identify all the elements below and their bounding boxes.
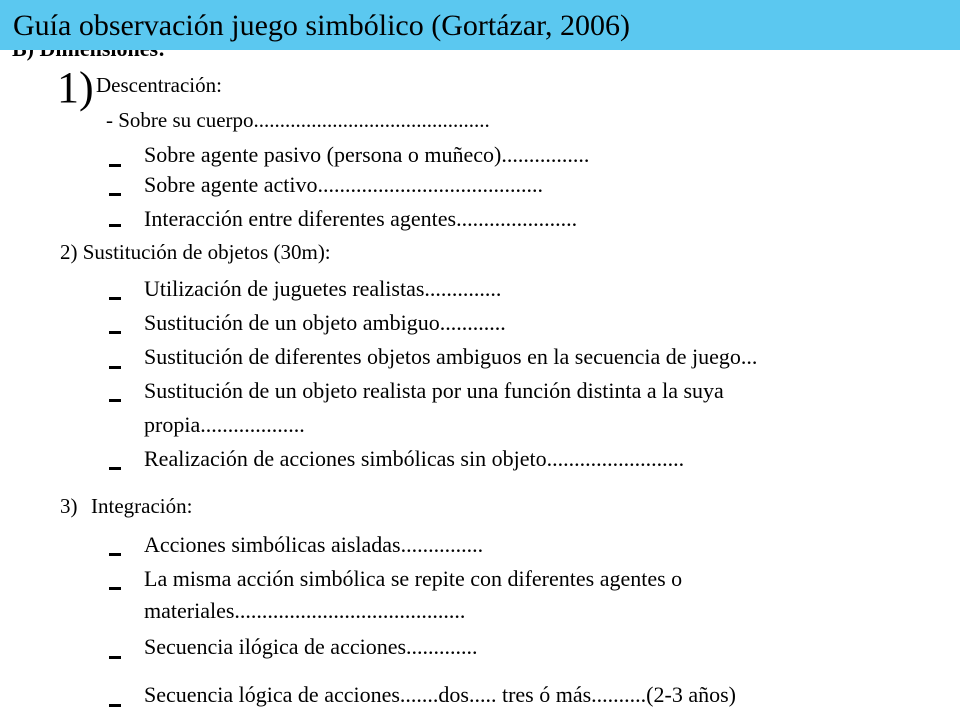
section2-item: Realización de acciones simbólicas sin objeto......................... <box>144 446 685 471</box>
section2-item: Sustitución de diferentes objetos ambiguos en la secuencia de juego... <box>144 344 758 369</box>
section3-item: La misma acción simbólica se repite con diferentes agentes o <box>144 566 683 591</box>
section1-number: 1) <box>57 63 94 112</box>
slide-title: Guía observación juego simbólico (Gortázar, 2006) <box>13 9 630 42</box>
section2-item-continuation: propia................... <box>144 412 305 437</box>
section3-item-continuation: materiales.......................................... <box>144 598 466 623</box>
section3-item: Secuencia ilógica de acciones............. <box>144 634 478 659</box>
bullet-dash-icon <box>109 164 121 167</box>
bullet-dash-icon <box>109 193 121 196</box>
section1-item: Interacción entre diferentes agentes...................... <box>144 206 578 231</box>
bullet-dash-icon <box>109 467 121 470</box>
bullet-dash-icon <box>109 587 121 590</box>
section1-first-item: - Sobre su cuerpo............................................. <box>106 108 490 132</box>
section2-heading: 2) Sustitución de objetos (30m): <box>60 240 331 264</box>
bullet-dash-icon <box>109 331 121 334</box>
bullet-dash-icon <box>109 553 121 556</box>
section2-item: Sustitución de un objeto realista por una función distinta a la suya <box>144 378 724 403</box>
section1-heading: Descentración: <box>96 73 222 97</box>
section2-item: Sustitución de un objeto ambiguo............ <box>144 310 506 335</box>
section1-item: Sobre agente activo......................................... <box>144 172 543 197</box>
section3-number: 3) <box>60 494 78 518</box>
bullet-dash-icon <box>109 224 121 227</box>
bullet-dash-icon <box>109 297 121 300</box>
title-bar <box>0 0 960 50</box>
section3-heading: Integración: <box>91 494 193 518</box>
section2-item: Utilización de juguetes realistas.............. <box>144 276 502 301</box>
bullet-dash-icon <box>109 656 121 659</box>
bullet-dash-icon <box>109 704 121 707</box>
section3-item: Secuencia lógica de acciones.......dos..... tres ó más..........(2-3 años) <box>144 682 736 707</box>
section3-item: Acciones simbólicas aisladas............... <box>144 532 484 557</box>
bullet-dash-icon <box>109 399 121 402</box>
bullet-dash-icon <box>109 366 121 369</box>
section1-item: Sobre agente pasivo (persona o muñeco)................ <box>144 142 590 167</box>
